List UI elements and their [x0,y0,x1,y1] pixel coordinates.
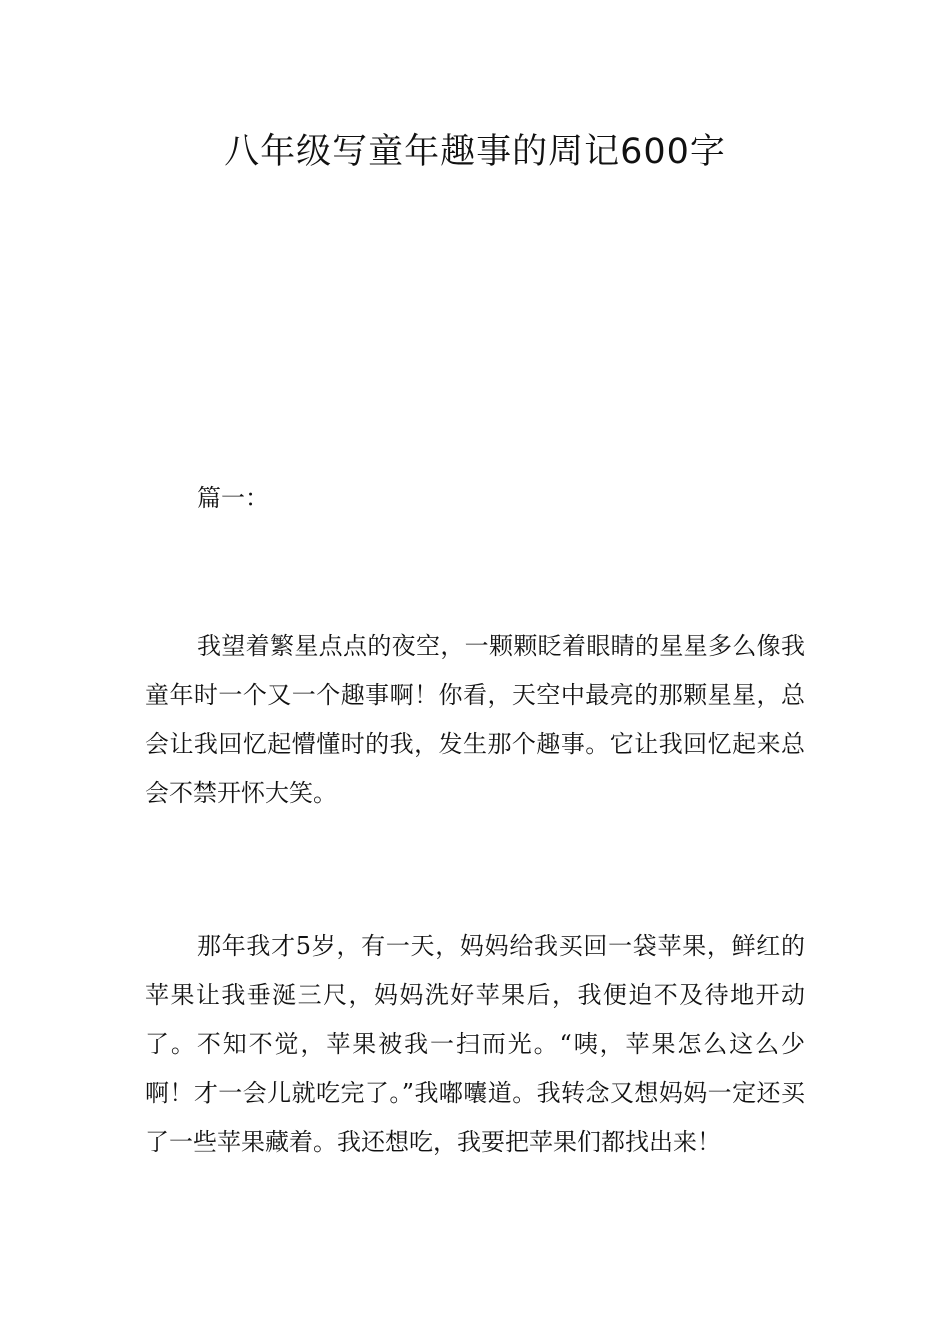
document-title: 八年级写童年趣事的周记600字 [224,132,726,172]
paragraph-2: 那年我才5岁，有一天，妈妈给我买回一袋苹果，鲜红的苹果让我垂涎三尺，妈妈洗好苹果后，我便迫不及待地开动了。不知不觉，苹果被我一扫而光。“咦，苹果怎么这么少啊！才一会儿就吃完了。”我嘟囔道。我转念又想妈妈一定还买了一些苹果藏着。我还想吃，我要把苹果们都找出来！ [145,932,805,1156]
section-label: 篇一： [197,484,269,512]
paragraph-1: 我望着繁星点点的夜空，一颗颗眨着眼睛的星星多么像我童年时一个又一个趣事啊！你看，天空中最亮的那颗星星，总会让我回忆起懵懂时的我，发生那个趣事。它让我回忆起来总会不禁开怀大笑。 [145,632,805,807]
